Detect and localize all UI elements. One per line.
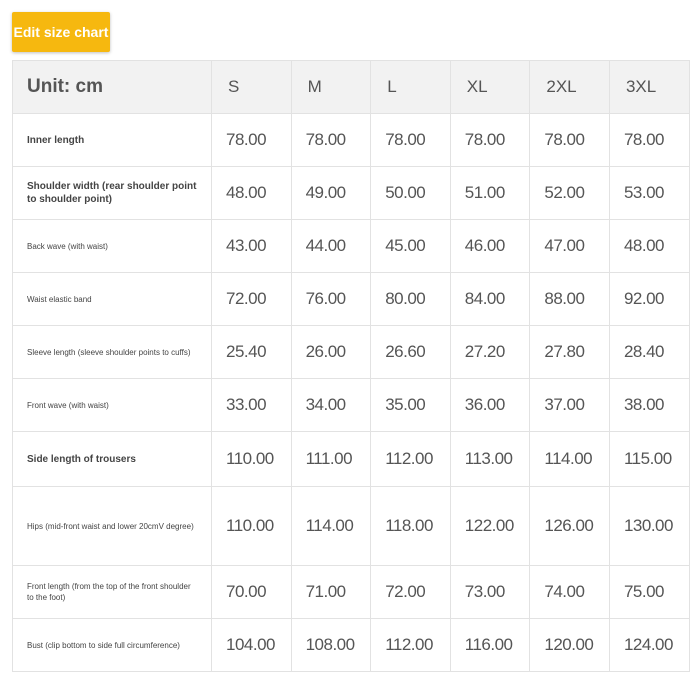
size-header-s: S <box>212 61 292 114</box>
table-row <box>13 326 690 379</box>
table-cell: 110.00 <box>212 487 292 566</box>
table-cell: 37.00 <box>530 379 610 432</box>
table-cell: 118.00 <box>371 487 451 566</box>
table-row <box>13 220 690 273</box>
table-row <box>13 566 690 619</box>
row-label-bust: Bust (clip bottom to side full circumference) <box>13 619 212 672</box>
table-cell: 71.00 <box>291 566 371 619</box>
table-cell: 49.00 <box>291 167 371 220</box>
table-cell: 130.00 <box>609 487 689 566</box>
table-cell: 70.00 <box>212 566 292 619</box>
table-cell: 92.00 <box>609 273 689 326</box>
row-label-shoulder-width: Shoulder width (rear shoulder point to shoulder point) <box>13 167 212 220</box>
table-cell: 72.00 <box>212 273 292 326</box>
table-cell: 75.00 <box>609 566 689 619</box>
row-label-front-wave: Front wave (with waist) <box>13 379 212 432</box>
table-cell: 116.00 <box>450 619 530 672</box>
table-cell: 80.00 <box>371 273 451 326</box>
table-cell: 51.00 <box>450 167 530 220</box>
table-cell: 78.00 <box>291 114 371 167</box>
row-label-back-wave: Back wave (with waist) <box>13 220 212 273</box>
row-label-waist-elastic-band: Waist elastic band <box>13 273 212 326</box>
table-cell: 26.60 <box>371 326 451 379</box>
table-cell: 44.00 <box>291 220 371 273</box>
row-label-inner-length: Inner length <box>13 114 212 167</box>
table-cell: 111.00 <box>291 432 371 487</box>
table-cell: 112.00 <box>371 432 451 487</box>
table-cell: 124.00 <box>609 619 689 672</box>
table-cell: 26.00 <box>291 326 371 379</box>
table-cell: 46.00 <box>450 220 530 273</box>
size-header-3xl: 3XL <box>609 61 689 114</box>
row-label-side-length-trousers: Side length of trousers <box>13 432 212 487</box>
table-cell: 110.00 <box>212 432 292 487</box>
table-cell: 78.00 <box>609 114 689 167</box>
table-cell: 47.00 <box>530 220 610 273</box>
table-cell: 36.00 <box>450 379 530 432</box>
table-cell: 120.00 <box>530 619 610 672</box>
table-cell: 35.00 <box>371 379 451 432</box>
table-cell: 76.00 <box>291 273 371 326</box>
table-cell: 28.40 <box>609 326 689 379</box>
table-cell: 78.00 <box>371 114 451 167</box>
table-cell: 115.00 <box>609 432 689 487</box>
table-cell: 43.00 <box>212 220 292 273</box>
size-header-l: L <box>371 61 451 114</box>
table-cell: 27.20 <box>450 326 530 379</box>
size-header-xl: XL <box>450 61 530 114</box>
table-cell: 25.40 <box>212 326 292 379</box>
table-cell: 78.00 <box>530 114 610 167</box>
table-cell: 50.00 <box>371 167 451 220</box>
size-header-m: M <box>291 61 371 114</box>
unit-label: Unit: cm <box>13 61 212 114</box>
size-header-2xl: 2XL <box>530 61 610 114</box>
table-cell: 45.00 <box>371 220 451 273</box>
table-row <box>13 379 690 432</box>
table-cell: 108.00 <box>291 619 371 672</box>
table-cell: 72.00 <box>371 566 451 619</box>
table-cell: 122.00 <box>450 487 530 566</box>
table-cell: 48.00 <box>609 220 689 273</box>
table-cell: 84.00 <box>450 273 530 326</box>
table-cell: 73.00 <box>450 566 530 619</box>
table-row <box>13 619 690 672</box>
table-cell: 78.00 <box>450 114 530 167</box>
table-cell: 114.00 <box>291 487 371 566</box>
row-label-hips: Hips (mid-front waist and lower 20cmV degree) <box>13 487 212 566</box>
table-header-row <box>13 61 690 114</box>
table-cell: 113.00 <box>450 432 530 487</box>
table-row <box>13 167 690 220</box>
table-row <box>13 487 690 566</box>
table-row <box>13 114 690 167</box>
table-cell: 114.00 <box>530 432 610 487</box>
table-cell: 33.00 <box>212 379 292 432</box>
table-cell: 34.00 <box>291 379 371 432</box>
table-cell: 52.00 <box>530 167 610 220</box>
row-label-front-length: Front length (from the top of the front shoulder to the foot) <box>13 566 212 619</box>
edit-size-chart-button[interactable]: Edit size chart <box>12 12 110 52</box>
table-row <box>13 432 690 487</box>
size-chart-table <box>12 60 690 672</box>
table-cell: 74.00 <box>530 566 610 619</box>
table-cell: 88.00 <box>530 273 610 326</box>
table-cell: 38.00 <box>609 379 689 432</box>
table-cell: 48.00 <box>212 167 292 220</box>
table-cell: 27.80 <box>530 326 610 379</box>
table-cell: 104.00 <box>212 619 292 672</box>
table-cell: 78.00 <box>212 114 292 167</box>
table-cell: 53.00 <box>609 167 689 220</box>
table-row <box>13 273 690 326</box>
row-label-sleeve-length: Sleeve length (sleeve shoulder points to cuffs) <box>13 326 212 379</box>
table-cell: 126.00 <box>530 487 610 566</box>
table-cell: 112.00 <box>371 619 451 672</box>
